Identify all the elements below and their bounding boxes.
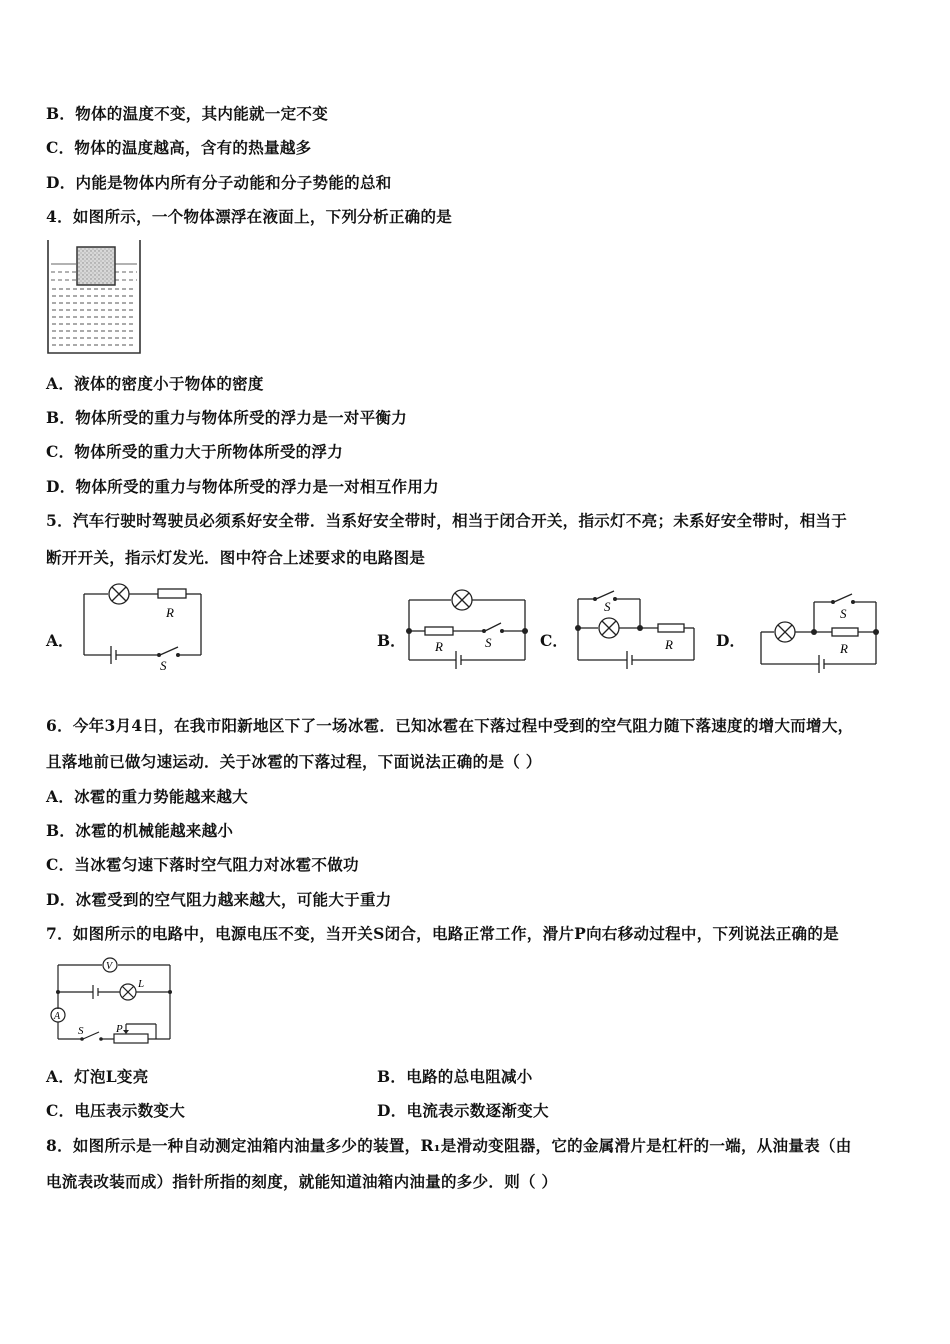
q7-option-b: B．电路的总电阻减小 <box>377 1067 533 1086</box>
q7-option-a: A．灯泡L变亮 <box>46 1067 149 1086</box>
q7-lamp-label: L <box>138 978 145 990</box>
q5-label-b: B． <box>377 631 406 650</box>
q4-option-d: D．物体所受的重力与物体所受的浮力是一对相互作用力 <box>46 477 439 496</box>
q5c-resistor-label: R <box>665 637 673 652</box>
q5a-switch-label: S <box>160 658 167 673</box>
q6-option-a: A．冰雹的重力势能越来越大 <box>46 787 248 806</box>
q7-option-d: D．电流表示数逐渐变大 <box>377 1101 549 1120</box>
q5b-switch-label: S <box>485 635 492 650</box>
q5-stem-line1: 5．汽车行驶时驾驶员必须系好安全带．当系好安全带时，相当于闭合开关，指示灯不亮；未系好安全带时，相当于 <box>46 511 848 530</box>
q5d-resistor-label: R <box>840 641 848 656</box>
q5-label-d: D． <box>716 631 745 650</box>
q6-stem-line1: 6．今年3月4日，在我市阳新地区下了一场冰雹．已知冰雹在下落过程中受到的空气阻力随下落速度的增大而增大， <box>46 716 854 735</box>
q5-circuit-c <box>572 585 702 679</box>
q7-circuit-figure <box>46 954 176 1058</box>
q8-stem-line1: 8．如图所示是一种自动测定油箱内油量多少的装置，R₁是滑动变阻器，它的金属滑片是杠杆的一端，从油量表（由 <box>46 1136 852 1155</box>
q7-switch-label: S <box>78 1025 84 1037</box>
q7-slider-label: P <box>116 1023 123 1035</box>
q8-stem-line2: 电流表改装而成）指针所指的刻度，就能知道油箱内油量的多少．则（ ） <box>46 1172 558 1191</box>
q5b-resistor-label: R <box>435 639 443 654</box>
q5-circuit-a <box>78 580 214 679</box>
q6-option-d: D．冰雹受到的空气阻力越来越大，可能大于重力 <box>46 890 392 909</box>
q5c-switch-label: S <box>604 599 611 614</box>
q5a-resistor-label: R <box>166 605 174 620</box>
q5-circuit-b <box>403 583 533 679</box>
q3-option-c: C．物体的温度越高，含有的热量越多 <box>46 138 312 157</box>
q3-option-b: B．物体的温度不变，其内能就一定不变 <box>46 104 329 123</box>
q5d-switch-label: S <box>840 606 847 621</box>
q4-stem: 4．如图所示，一个物体漂浮在液面上，下列分析正确的是 <box>46 207 453 226</box>
q7-voltmeter-label: V <box>106 961 113 972</box>
q4-option-a: A．液体的密度小于物体的密度 <box>46 374 264 393</box>
q3-option-d: D．内能是物体内所有分子动能和分子势能的总和 <box>46 173 392 192</box>
q6-stem-line2: 且落地前已做匀速运动．关于冰雹的下落过程，下面说法正确的是（ ） <box>46 752 542 771</box>
q7-option-c: C．电压表示数变大 <box>46 1101 186 1120</box>
q7-stem: 7．如图所示的电路中，电源电压不变，当开关S闭合，电路正常工作，滑片P向右移动过程中，下列说法正确的是 <box>46 924 839 943</box>
q4-option-b: B．物体所受的重力与物体所受的浮力是一对平衡力 <box>46 408 408 427</box>
q5-label-a: A． <box>46 631 74 650</box>
q7-ammeter-label: A <box>54 1011 61 1022</box>
q4-floating-object-figure <box>46 238 142 360</box>
q4-option-c: C．物体所受的重力大于所物体所受的浮力 <box>46 442 344 461</box>
q5-circuit-d <box>756 592 886 684</box>
q5-label-c: C． <box>540 631 568 650</box>
q5-stem-line2: 断开开关，指示灯发光．图中符合上述要求的电路图是 <box>46 548 426 567</box>
q6-option-b: B．冰雹的机械能越来越小 <box>46 821 234 840</box>
q6-option-c: C．当冰雹匀速下落时空气阻力对冰雹不做功 <box>46 855 359 874</box>
